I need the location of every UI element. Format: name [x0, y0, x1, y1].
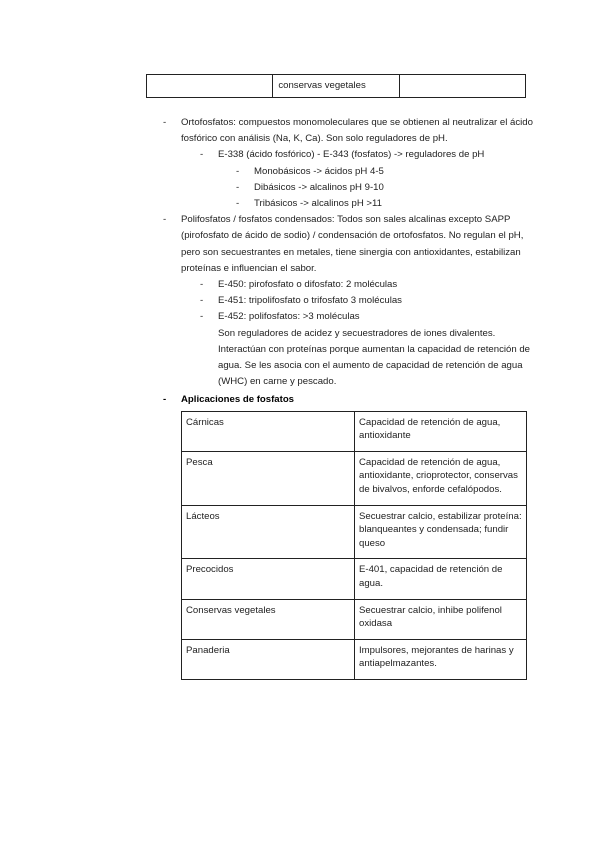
- bullet-dash: -: [236, 181, 240, 193]
- table-row: [182, 451, 527, 505]
- polifosfatos-note: Son reguladores de acidez y secuestradores de iones divalentes. Interactúan con proteínas porque aumentan la capacidad de retención de agua. Se les asocia con el aumento de capacidad de retención de agua (WHC) en carne y pescado.: [218, 327, 531, 388]
- bullet-dash: -: [236, 165, 240, 177]
- ortofosfatos-sub-bullet: [163, 147, 535, 163]
- polifosfatos-bullet: [163, 212, 535, 277]
- table-cell-name: Panaderia: [182, 639, 355, 679]
- bullet-dash: -: [200, 311, 204, 323]
- list-item: [163, 293, 535, 309]
- table-cell-desc: Capacidad de retención de agua, antioxidante, crioprotector, conservas de bivalvos, enforde cefalópodos.: [355, 451, 527, 505]
- section-heading: Aplicaciones de fosfatos: [181, 394, 295, 406]
- top-table-row: [147, 75, 526, 98]
- ortofosfatos-text: Ortofosfatos: compuestos monomoleculares que se obtienen al neutralizar el ácido fosfórico con análisis (Na, K, Ca). Son solo reguladores de pH.: [181, 117, 533, 145]
- ortofosfatos-sub-text: E-338 (ácido fosfórico) - E-343 (fosfatos) -> reguladores de pH: [218, 149, 485, 161]
- aplicaciones-heading-bullet: [163, 392, 535, 408]
- list-item-text: Tribásicos -> alcalinos pH >11: [254, 198, 382, 210]
- list-item-text: E-452: polifosfatos: >3 moléculas: [218, 311, 360, 323]
- table-cell-name: Cárnicas: [182, 411, 355, 451]
- table-row: [182, 505, 527, 559]
- top-table-cell-1: [147, 75, 273, 98]
- list-item: [163, 164, 535, 180]
- bullet-dash: -: [163, 214, 167, 226]
- table-cell-name: Precocidos: [182, 559, 355, 599]
- bullet-dash: -: [163, 394, 167, 406]
- top-table-cell-3: [399, 75, 525, 98]
- bullet-dash: -: [163, 117, 167, 128]
- table-cell-desc: E-401, capacidad de retención de agua.: [355, 559, 527, 599]
- list-item: [163, 180, 535, 196]
- table-cell-desc: Capacidad de retención de agua, antioxidante: [355, 411, 527, 451]
- list-item-text: E-451: tripolifosfato o trifosfato 3 moléculas: [218, 295, 402, 307]
- table-cell-name: Lácteos: [182, 505, 355, 559]
- document-body: [163, 115, 535, 680]
- table-row: [182, 639, 527, 679]
- table-cell-desc: Impulsores, mejorantes de harinas y antiapelmazantes.: [355, 639, 527, 679]
- table-cell-name: Conservas vegetales: [182, 599, 355, 639]
- table-cell-desc: Secuestrar calcio, estabilizar proteína: blanqueantes y condensada; fundir queso: [355, 505, 527, 559]
- table-row: [182, 559, 527, 599]
- list-item-text: E-450: pirofosfato o difosfato: 2 moléculas: [218, 279, 398, 291]
- list-item-text: Monobásicos -> ácidos pH 4-5: [254, 165, 384, 177]
- table-row: [182, 411, 527, 451]
- ortofosfatos-bullet: [163, 115, 535, 147]
- list-item: [163, 196, 535, 212]
- bullet-dash: -: [200, 279, 204, 291]
- table-cell-name: Pesca: [182, 451, 355, 505]
- top-table-cell-2: conservas vegetales: [273, 75, 399, 98]
- list-item: [163, 309, 535, 325]
- bullet-dash: -: [236, 198, 240, 210]
- table-row: [182, 599, 527, 639]
- bullet-dash: -: [200, 295, 204, 307]
- aplicaciones-table: [181, 411, 527, 680]
- bullet-dash: -: [200, 149, 204, 161]
- table-cell-desc: Secuestrar calcio, inhibe polifenol oxidasa: [355, 599, 527, 639]
- list-item: [163, 277, 535, 293]
- list-item-text: Dibásicos -> alcalinos pH 9-10: [254, 181, 384, 193]
- top-table: [146, 74, 526, 98]
- polifosfatos-text: Polifosfatos / fosfatos condensados: Todos son sales alcalinas excepto SAPP (pirofosfato de ácido de sodio) / condensación de ortofosfatos. No regulan el pH, pero son secuestrantes en metales, tiene sinergia con antioxidantes, estabilizan proteínas e influencian el sabor.: [181, 214, 524, 274]
